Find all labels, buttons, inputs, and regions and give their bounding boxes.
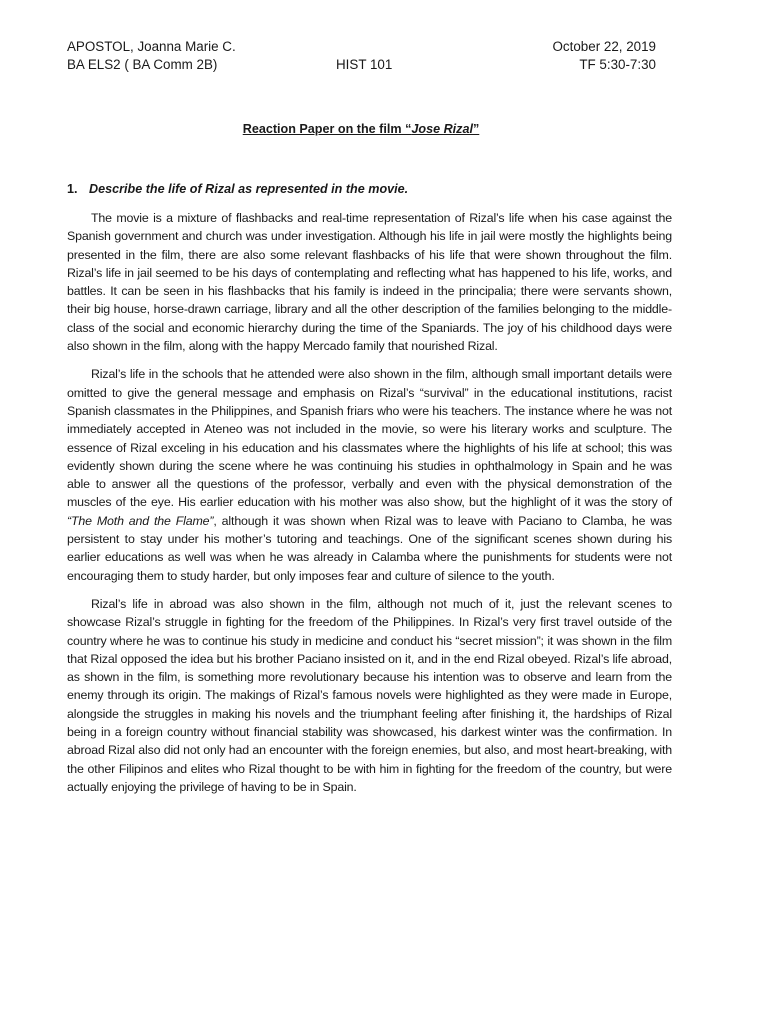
title-prefix: Reaction Paper on the film “ — [242, 122, 412, 136]
course-code: HIST 101 — [336, 57, 393, 72]
paragraph-childhood: The movie is a mixture of flashbacks and real-time representation of Rizal’s life when his case against the Spanish government and church was under investigation. Although his life in jail were mostly the highlights being presented in the film, there are also some relevant flashbacks of his life that were shown throughout the film. Rizal’s life in jail seemed to be his days of contemplating and reflecting what has happened to his life, works, and battles. It can be seen in his flashbacks that his family is indeed in the principalia; there were servants shown, their big house, horse-drawn carriage, library and all the other description of the families belonging to the middle-class of the social and economic hierarchy during the time of the Spaniards. The joy of his childhood days were also shown in the film, along with the happy Mercado family that nourished Rizal. — [67, 211, 672, 354]
paragraph-abroad: Rizal’s life in abroad was also shown in the film, although not much of it, just the relevant scenes to showcase Rizal’s struggle in fighting for the freedom of the Philippines. In Rizal’s very first travel outside of the country where he was to continue his study in medicine and conduct his “secret mission”; it was shown in the film that Rizal opposed the idea but his brother Paciano insisted on it, and in the end Rizal obeyed. Rizal’s life abroad, as shown in the film, is something more revolutionary because his intention was to observe and learn from the enemy through its origin. The makings of Rizal’s famous novels were highlighted as they were made in Europe, alongside the struggles in making his novels and the triumphant feeling after finishing it, the hardships of Rizal being in a foreign country without financial stability was showcased, his darkest winter was the confirmation. In abroad Rizal also did not only had an encounter with the foreign enemies, but also, and most heart-breaking, with the other Filipinos and elites who Rizal thought to be with him in fighting for the freedom of the country, but were actually enjoying the privilege of having to be in Spain. — [67, 596, 672, 794]
student-name: APOSTOL, Joanna Marie C. — [67, 39, 236, 54]
question-text: Describe the life of Rizal as represented in the movie. — [89, 182, 409, 196]
story-title: “The Moth and the Flame” — [67, 513, 214, 528]
title-suffix: ” — [472, 122, 480, 136]
question-number: 1. — [67, 182, 78, 196]
answer-body — [67, 209, 672, 806]
class-schedule: TF 5:30-7:30 — [579, 57, 656, 72]
paper-title — [67, 121, 655, 138]
paragraph-education — [67, 365, 672, 585]
question-heading — [67, 181, 667, 198]
paragraph-education-part2: , although it was shown when Rizal was to leave with Paciano to Clamba, he was persistent to stay under his mother’s tutoring and teachings. One of the significant scenes shown during his earlier educations as well was when he was already in Calamba where the punishments for students were not encouraging them to study harder, but only imposes fear and culture of silence to the youth. — [67, 513, 672, 583]
title-film-name: Jose Rizal — [411, 122, 473, 136]
submission-date: October 22, 2019 — [552, 39, 656, 54]
student-program: BA ELS2 ( BA Comm 2B) — [67, 57, 218, 72]
paragraph-education-part1: Rizal’s life in the schools that he attended were also shown in the film, although small important details were omitted to give the general message and emphasis on Rizal’s “survival” in the educational institutions, racist Spanish classmates in the Philippines, and Spanish friars who were his teachers. The instance where he was not immediately accepted in Ateneo was not included in the movie, so were his literary works and sculpture. The essence of Rizal exceling in his education and his classmates where the highlights of his life at school; this was evidently shown during the scene where he was continuing his studies in ophthalmology in Spain and he was able to answer all the questions of the professor, verbally and even with the physical demonstration of the muscles of the eye. His earlier education with his mother was also show, but the highlight of it was the story of — [67, 367, 672, 510]
